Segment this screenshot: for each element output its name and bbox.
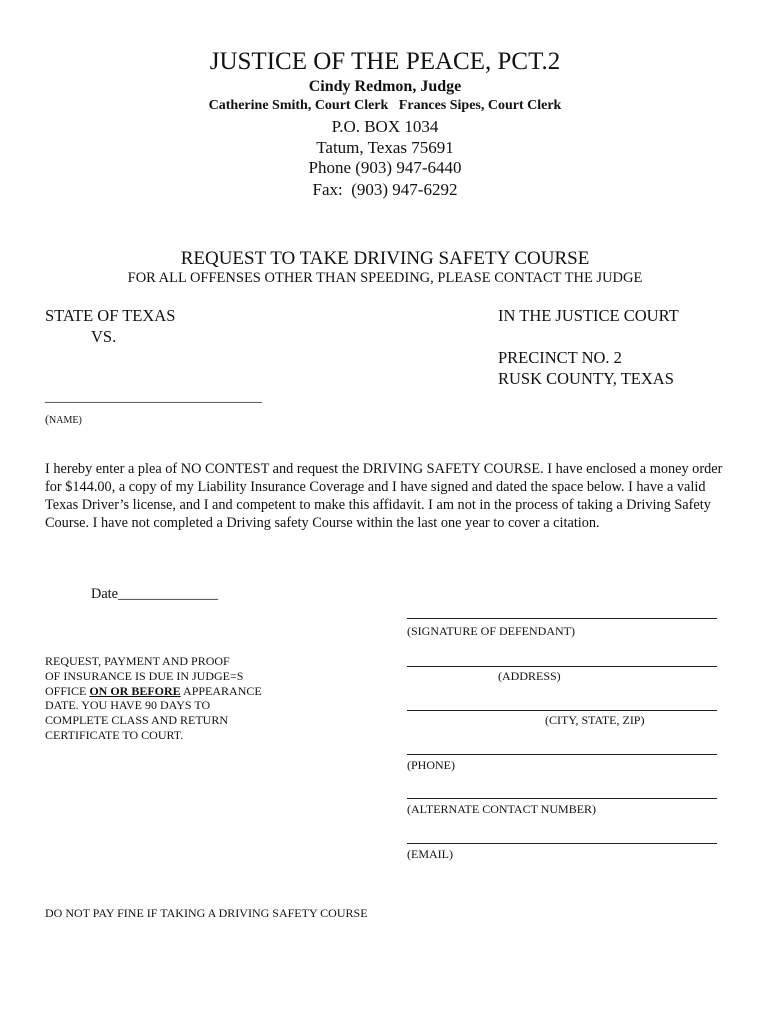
- phone-label: (PHONE): [407, 758, 455, 772]
- footer-note: DO NOT PAY FINE IF TAKING A DRIVING SAFETY COURSE: [45, 906, 368, 920]
- judge-name: Cindy Redmon, Judge: [308, 78, 462, 95]
- phone-number: Phone (903) 947-6440: [308, 158, 462, 177]
- court-title: JUSTICE OF THE PEACE, PCT.2: [209, 48, 561, 75]
- date-field[interactable]: Date______________: [91, 586, 219, 602]
- notice-line: REQUEST, PAYMENT AND PROOF: [45, 654, 230, 668]
- payment-notice: [45, 654, 262, 743]
- fax-number: Fax: (903) 947-6292: [312, 180, 458, 199]
- state-label: STATE OF TEXAS: [45, 306, 176, 325]
- city-state-zip-label: (CITY, STATE, ZIP): [545, 713, 645, 727]
- form-title: REQUEST TO TAKE DRIVING SAFETY COURSE: [180, 248, 590, 269]
- precinct-label: PRECINCT NO. 2: [498, 348, 622, 367]
- name-label-text: NAME): [49, 415, 82, 426]
- email-label: (EMAIL): [407, 847, 453, 861]
- court-label: IN THE JUSTICE COURT: [498, 306, 679, 325]
- notice-line: CERTIFICATE TO COURT.: [45, 727, 184, 742]
- alternate-contact-line[interactable]: [407, 798, 717, 799]
- notice-line: [45, 684, 262, 699]
- plea-statement: I hereby enter a plea of NO CONTEST and request the DRIVING SAFETY COURSE. I have enclosed a money order for $144.00, a copy of my Liability Insurance Coverage and I have signed and dated the space below. I have a valid Texas Driver’s license, and I and competent to make this affidavit. I am not in the process of taking a Driving Safety Course. I have not completed a Driving safety Course within the last one year to cover a citation.: [45, 461, 723, 531]
- notice-line: DATE. YOU HAVE 90 DAYS TO: [45, 698, 211, 713]
- notice-line: OF INSURANCE IS DUE IN JUDGE=S: [45, 668, 244, 683]
- email-line[interactable]: [407, 843, 717, 844]
- address-label: (ADDRESS): [498, 669, 561, 683]
- signature-label: (SIGNATURE OF DEFENDANT): [407, 624, 575, 638]
- city-state-zip-line[interactable]: [407, 710, 717, 711]
- on-or-before-emphasis: ON OR BEFORE: [89, 683, 181, 698]
- notice-line: COMPLETE CLASS AND RETURN: [45, 713, 229, 728]
- name-label: [45, 410, 82, 428]
- versus-label: VS.: [91, 327, 117, 346]
- notice-text: APPEARANCE: [180, 683, 262, 698]
- phone-line[interactable]: [407, 754, 717, 755]
- po-box: P.O. BOX 1034: [331, 117, 439, 136]
- signature-line[interactable]: [407, 618, 717, 619]
- address-line[interactable]: [407, 666, 717, 667]
- city-address: Tatum, Texas 75691: [316, 138, 454, 157]
- alternate-contact-label: (ALTERNATE CONTACT NUMBER): [407, 802, 597, 816]
- notice-text: OFFICE: [45, 683, 90, 698]
- name-label-paren: (: [45, 412, 49, 426]
- court-clerks: Catherine Smith, Court Clerk Frances Sipes, Court Clerk: [208, 98, 562, 113]
- form-subtitle: FOR ALL OFFENSES OTHER THAN SPEEDING, PLEASE CONTACT THE JUDGE: [127, 270, 643, 286]
- county-label: RUSK COUNTY, TEXAS: [498, 369, 674, 388]
- name-line: _______________________________: [45, 390, 262, 405]
